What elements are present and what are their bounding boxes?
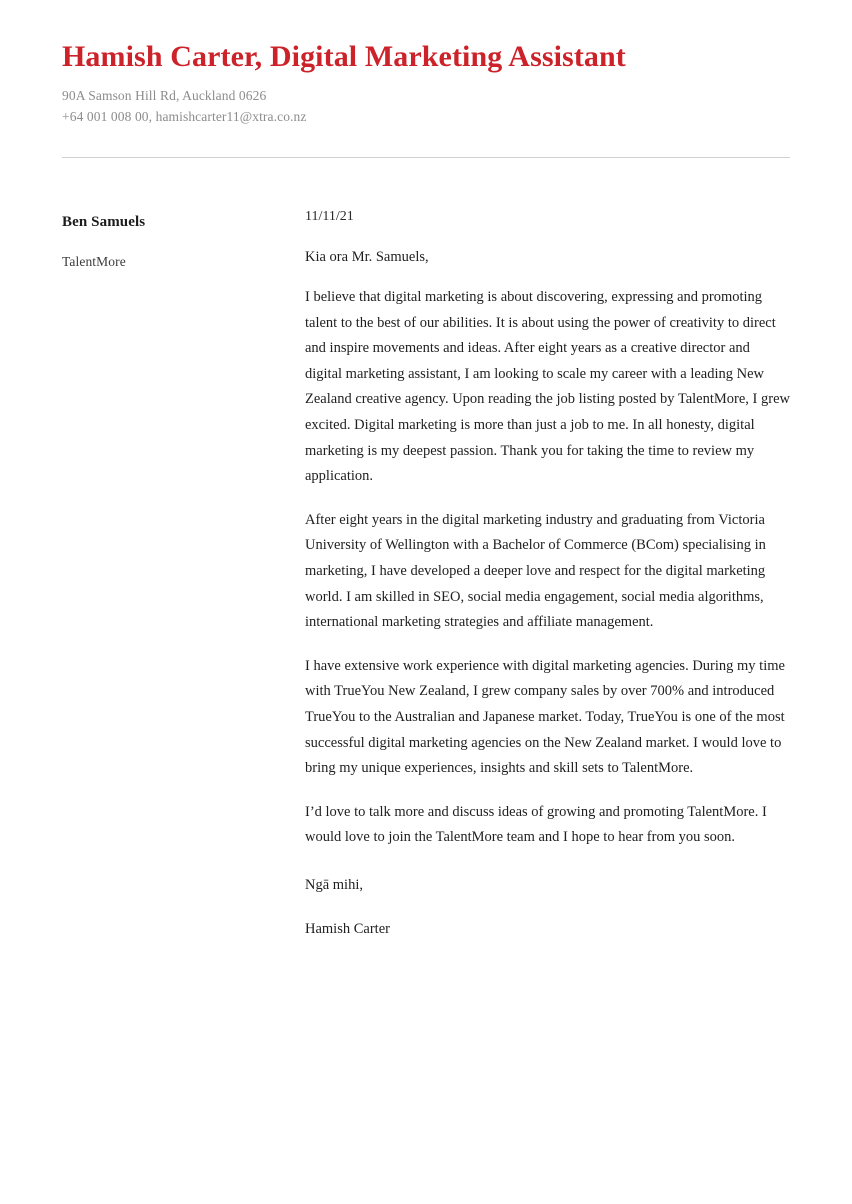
letter-paragraph: After eight years in the digital marketing industry and graduating from Victoria University of Wellington with a Bachelor of Commerce (BCom) specialising in marketing, I have developed a deeper love and respect for the digital marketing world. I am skilled in SEO, social media engagement, social media algorithms, international marketing strategies and affiliate management. — [305, 511, 766, 631]
page-title: Hamish Carter, Digital Marketing Assistant — [62, 40, 626, 73]
letter-body — [62, 207, 790, 943]
letter-paragraph: I believe that digital marketing is about discovering, expressing and promoting talent to the best of our abilities. It is about using the power of creativity to direct and inspire movements and ideas. After eight years as a creative director and digital marketing assistant, I am looking to scale my career with a leading New Zealand creative agency. Upon reading the job listing posted by TalentMore, I grew excited. Digital marketing is more than just a job to me. In all honesty, digital marketing is my deepest passion. Thank you for taking the time to review my application. — [305, 289, 790, 485]
recipient-company: TalentMore — [62, 254, 126, 269]
letter-date: 11/11/21 — [305, 209, 354, 224]
recipient-block — [62, 207, 305, 271]
letter-header — [62, 0, 790, 158]
letter-paragraph: I’d love to talk more and discuss ideas of growing and promoting TalentMore. I would love to join the TalentMore team and I hope to hear from you soon. — [305, 803, 767, 846]
letter-signature: Hamish Carter — [305, 921, 390, 938]
contact-address: 90A Samson Hill Rd, Auckland 0626 — [62, 88, 267, 103]
letter-greeting: Kia ora Mr. Samuels, — [305, 249, 429, 265]
letter-signoff: Ngā mihi, — [305, 876, 363, 893]
letter-content — [305, 207, 790, 943]
letter-paragraph: I have extensive work experience with digital marketing agencies. During my time with TrueYou New Zealand, I grew company sales by over 700% and introduced TrueYou to the Australian and Japanese market. Today, TrueYou is one of the most successful digital marketing agencies on the New Zealand market. I would love to bring my unique experiences, insights and skill sets to TalentMore. — [305, 657, 785, 777]
contact-block — [62, 85, 790, 127]
header-divider — [62, 157, 790, 158]
contact-phone-email: +64 001 008 00, hamishcarter11@xtra.co.nz — [62, 109, 307, 124]
recipient-name: Ben Samuels — [62, 214, 146, 230]
